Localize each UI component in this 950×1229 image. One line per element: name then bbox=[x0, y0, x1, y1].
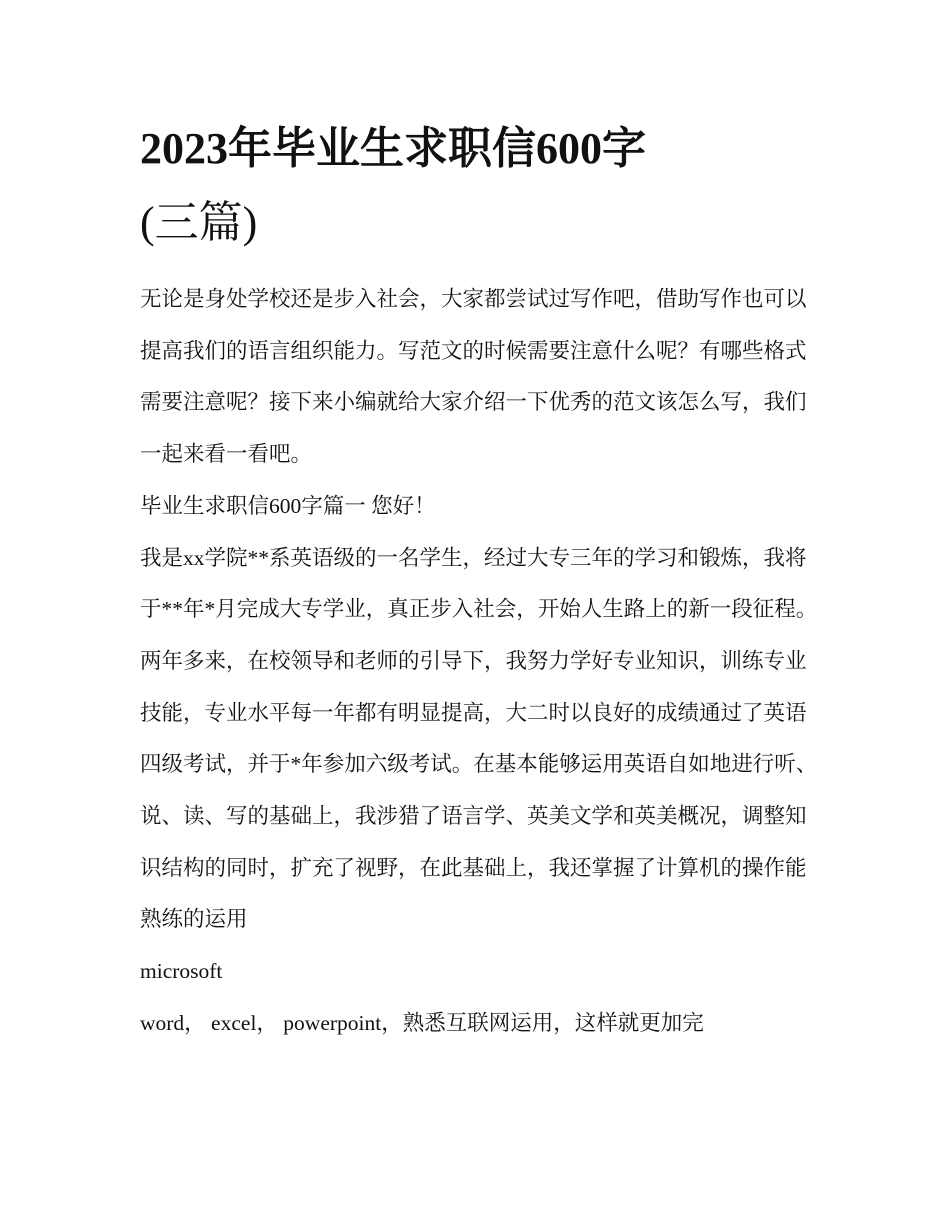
intro-paragraph: 无论是身处学校还是步入社会，大家都尝试过写作吧，借助写作也可以提高我们的语言组织能力。写范文的时候需要注意什么呢？有哪些格式需要注意呢？接下来小编就给大家介绍一下优秀的范文该怎么写，我们一起来看一看吧。 bbox=[140, 287, 807, 467]
document-body bbox=[140, 274, 820, 1050]
body-paragraph: 我是xx学院**系英语级的一名学生，经过大专三年的学习和锻炼，我将于**年*月完成大专学业，真正步入社会，开始人生路上的新一段征程。 bbox=[140, 545, 818, 622]
document-title bbox=[140, 112, 820, 260]
title-line-1: 2023年毕业生求职信600字 bbox=[140, 124, 646, 173]
body-paragraph: 两年多来，在校领导和老师的引导下，我努力学好专业知识，训练专业技能，专业水平每一年都有明显提高，大二时以良好的成绩通过了英语四级考试，并于*年参加六级考试。在基本能够运用英语自如地进行听、说、读、写的基础上，我涉猎了语言学、英美文学和英美概况，调整知识结构的同时，扩充了视野，在此基础上，我还掌握了计算机的操作能熟练的运用 bbox=[140, 648, 818, 932]
letter-heading: 毕业生求职信600字篇一 您好！ bbox=[140, 493, 436, 518]
body-paragraph: word， excel， powerpoint，熟悉互联网运用，这样就更加完 bbox=[140, 1010, 704, 1035]
title-line-2: (三篇) bbox=[140, 198, 258, 247]
body-paragraph: microsoft bbox=[140, 959, 223, 984]
